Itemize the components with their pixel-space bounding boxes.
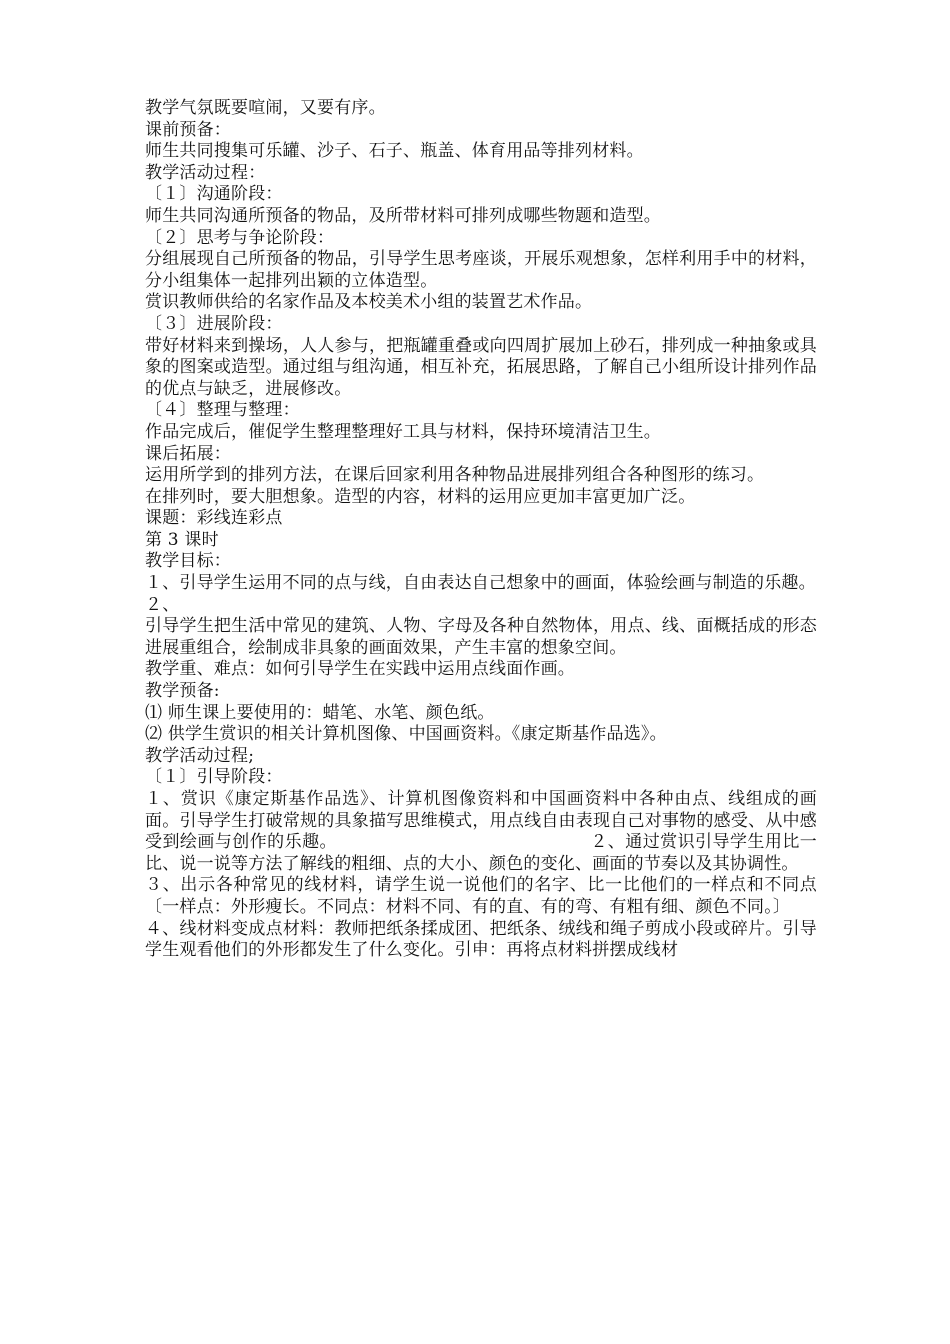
- text-line: 教学气氛既要喧闹，又要有序。: [145, 98, 386, 118]
- step-heading: 〔１〕沟通阶段：: [145, 184, 283, 205]
- text-line: 师生共同搜集可乐罐、沙子、石子、瓶盖、体育用品等排列材料。: [145, 141, 644, 162]
- paragraph: １、引导学生运用不同的点与线，自由表达自己想象中的画面，体验绘画与制造的乐趣。: [145, 573, 816, 594]
- list-item: ⑵ 供学生赏识的相关计算机图像、中国画资料。《康定斯基作品选》。: [145, 724, 667, 745]
- lesson-period: 第 3 课时: [145, 529, 219, 550]
- section-heading: 课后拓展：: [145, 443, 231, 464]
- section-heading: 教学活动过程;: [145, 745, 255, 766]
- paragraph: 分组展现自己所预备的物品，引导学生思考座谈，开展乐观想象，怎样利用手中的材料，分小组集体一起排列出颖的立体造型。: [145, 249, 817, 291]
- section-heading: 教学目标：: [145, 551, 231, 572]
- section-heading: 教学预备:: [145, 681, 220, 702]
- document-body: [145, 98, 817, 962]
- section-heading: 教学活动过程：: [145, 162, 266, 183]
- text-line: 作品完成后，催促学生整理整理好工具与材料，保持环境清洁卫生。: [145, 421, 661, 442]
- list-number: ２、: [145, 594, 180, 615]
- step-heading: 〔２〕思考与争论阶段：: [145, 227, 335, 248]
- paragraph: ３、出示各种常见的线材料，请学生说一说他们的名字、比一比他们的一样点和不同点〔一样点：外形瘦长。不同点：材料不同、有的直、有的弯、有粗有细、颜色不同。〕: [145, 875, 817, 917]
- paragraph: 引导学生把生活中常见的建筑、人物、字母及各种自然物体，用点、线、面概括成的形态进展重组合，绘制成非具象的画面效果，产生丰富的想象空间。: [145, 616, 817, 658]
- list-item: ⑴ 师生课上要使用的：蜡笔、水笔、颜色纸。: [145, 702, 495, 723]
- paragraph: 运用所学到的排列方法，在课后回家利用各种物品进展排列组合各种图形的练习。: [145, 465, 765, 486]
- paragraph: 带好材料来到操场，人人参与，把瓶罐重叠或向四周扩展加上砂石，排列成一种抽象或具象的图案或造型。通过组与组沟通，相互补充，拓展思路，了解自己小组所设计排列作品的优点与缺乏，进展修改。: [145, 335, 817, 399]
- paragraph: １、赏识《康定斯基作品选》、计算机图像资料和中国画资料中各种由点、线组成的画面。引导学生打破常规的具象描写思维模式，用点线自由表现自己对事物的感受、从中感受到绘画与创作的乐趣。 ２、通过赏识引导学生用比一比、说一说等方法了解线的粗细、点的大小、颜色的变化、画面的节奏以及其协调性。: [145, 789, 817, 874]
- paragraph: ４、线材料变成点材料：教师把纸条揉成团、把纸条、绒线和绳子剪成小段或碎片。引导学生观看他们的外形都发生了什么变化。引申：再将点材料拼摆成线材: [145, 918, 817, 961]
- section-heading: 课前预备：: [145, 119, 231, 140]
- text-line: 赏识教师供给的名家作品及本校美术小组的装置艺术作品。: [145, 292, 593, 313]
- step-heading: 〔１〕引导阶段：: [145, 767, 283, 788]
- text-line: 在排列时，要大胆想象。造型的内容，材料的运用应更加丰富更加广泛。: [145, 486, 696, 507]
- text-line: 教学重、难点：如何引导学生在实践中运用点线面作画。: [145, 659, 575, 680]
- lesson-title: 课题：彩线连彩点: [145, 508, 283, 529]
- step-heading: 〔４〕整理与整理：: [145, 400, 300, 421]
- step-heading: 〔３〕进展阶段：: [145, 313, 283, 334]
- text-line: 师生共同沟通所预备的物品，及所带材料可排列成哪些物题和造型。: [145, 205, 661, 226]
